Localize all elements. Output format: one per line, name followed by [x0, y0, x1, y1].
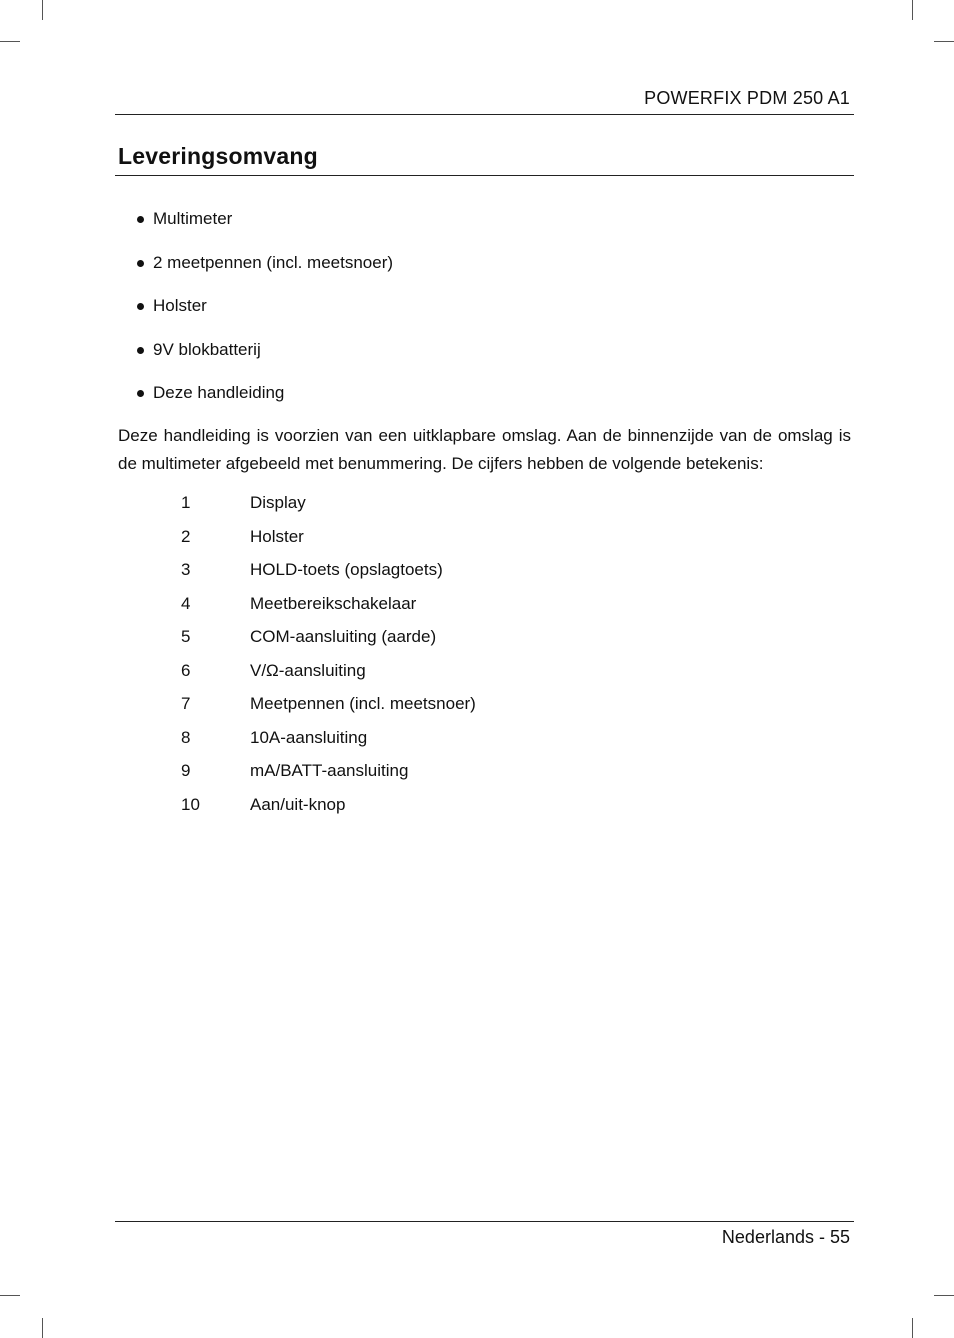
bullet-icon: [137, 390, 144, 397]
legend-row: [181, 623, 476, 657]
legend-number: 9: [181, 761, 191, 780]
legend-row: [181, 690, 476, 724]
legend-number: 3: [181, 560, 191, 579]
bullet-icon: [137, 303, 144, 310]
legend-label: Aan/uit-knop: [250, 794, 346, 814]
header-rule: [115, 114, 854, 115]
legend-number: 1: [181, 493, 191, 512]
bullet-list: [136, 206, 393, 424]
footer-rule: [115, 1221, 854, 1222]
page-footer: Nederlands - 55: [721, 1227, 850, 1247]
legend-row: [181, 791, 476, 825]
section-title: Leveringsomvang: [118, 143, 318, 169]
list-item-text: Holster: [153, 296, 207, 315]
legend-row: [181, 489, 476, 523]
crop-mark: [912, 1318, 913, 1338]
legend-label: 10A-aansluiting: [250, 727, 368, 747]
crop-mark: [0, 41, 20, 42]
bullet-icon: [137, 347, 144, 354]
page-header: POWERFIX PDM 250 A1: [644, 88, 850, 108]
legend-number: 8: [181, 727, 191, 747]
crop-mark: [42, 0, 43, 20]
legend-row: [181, 757, 476, 791]
list-item-text: 2 meetpennen (incl. meetsnoer): [153, 252, 394, 272]
list-item: [136, 250, 393, 294]
crop-mark: [0, 1295, 20, 1296]
legend-number: 2: [181, 526, 191, 546]
bullet-icon: [137, 260, 144, 267]
list-item-text: Multimeter: [153, 209, 233, 228]
bullet-icon: [137, 216, 144, 223]
legend-number: 6: [181, 660, 191, 680]
list-item: [136, 337, 393, 381]
legend-row: [181, 657, 476, 691]
legend-label: HOLD-toets (opslagtoets): [250, 560, 443, 579]
crop-mark: [912, 0, 913, 20]
legend-number: 4: [181, 593, 191, 613]
legend-label: COM-aansluiting (aarde): [250, 627, 437, 646]
list-item: [136, 380, 393, 424]
list-item-text: Deze handleiding: [153, 383, 285, 402]
legend-row: [181, 523, 476, 557]
legend-row: [181, 556, 476, 590]
crop-mark: [934, 1295, 954, 1296]
legend-number: 5: [181, 627, 191, 646]
legend-list: [181, 489, 476, 824]
crop-mark: [934, 41, 954, 42]
legend-label: V/Ω-aansluiting: [250, 660, 366, 680]
legend-label: Display: [250, 493, 306, 512]
legend-label: mA/BATT-aansluiting: [250, 761, 409, 780]
intro-paragraph: Deze handleiding is voorzien van een uitklapbare omslag. Aan de binnenzijde van de omslag is de multimeter afgebeeld met benummering. De cijfers hebben de volgende betekenis:: [118, 426, 851, 473]
legend-number: 7: [181, 694, 191, 713]
legend-row: [181, 590, 476, 624]
list-item: [136, 206, 393, 250]
legend-label: Meetbereikschakelaar: [250, 593, 417, 613]
list-item-text: 9V blokbatterij: [153, 339, 261, 359]
section-rule: [115, 175, 854, 176]
legend-row: [181, 724, 476, 758]
legend-label: Meetpennen (incl. meetsnoer): [250, 694, 476, 713]
list-item: [136, 293, 393, 337]
crop-mark: [42, 1318, 43, 1338]
legend-label: Holster: [250, 526, 304, 546]
legend-number: 10: [181, 794, 200, 814]
